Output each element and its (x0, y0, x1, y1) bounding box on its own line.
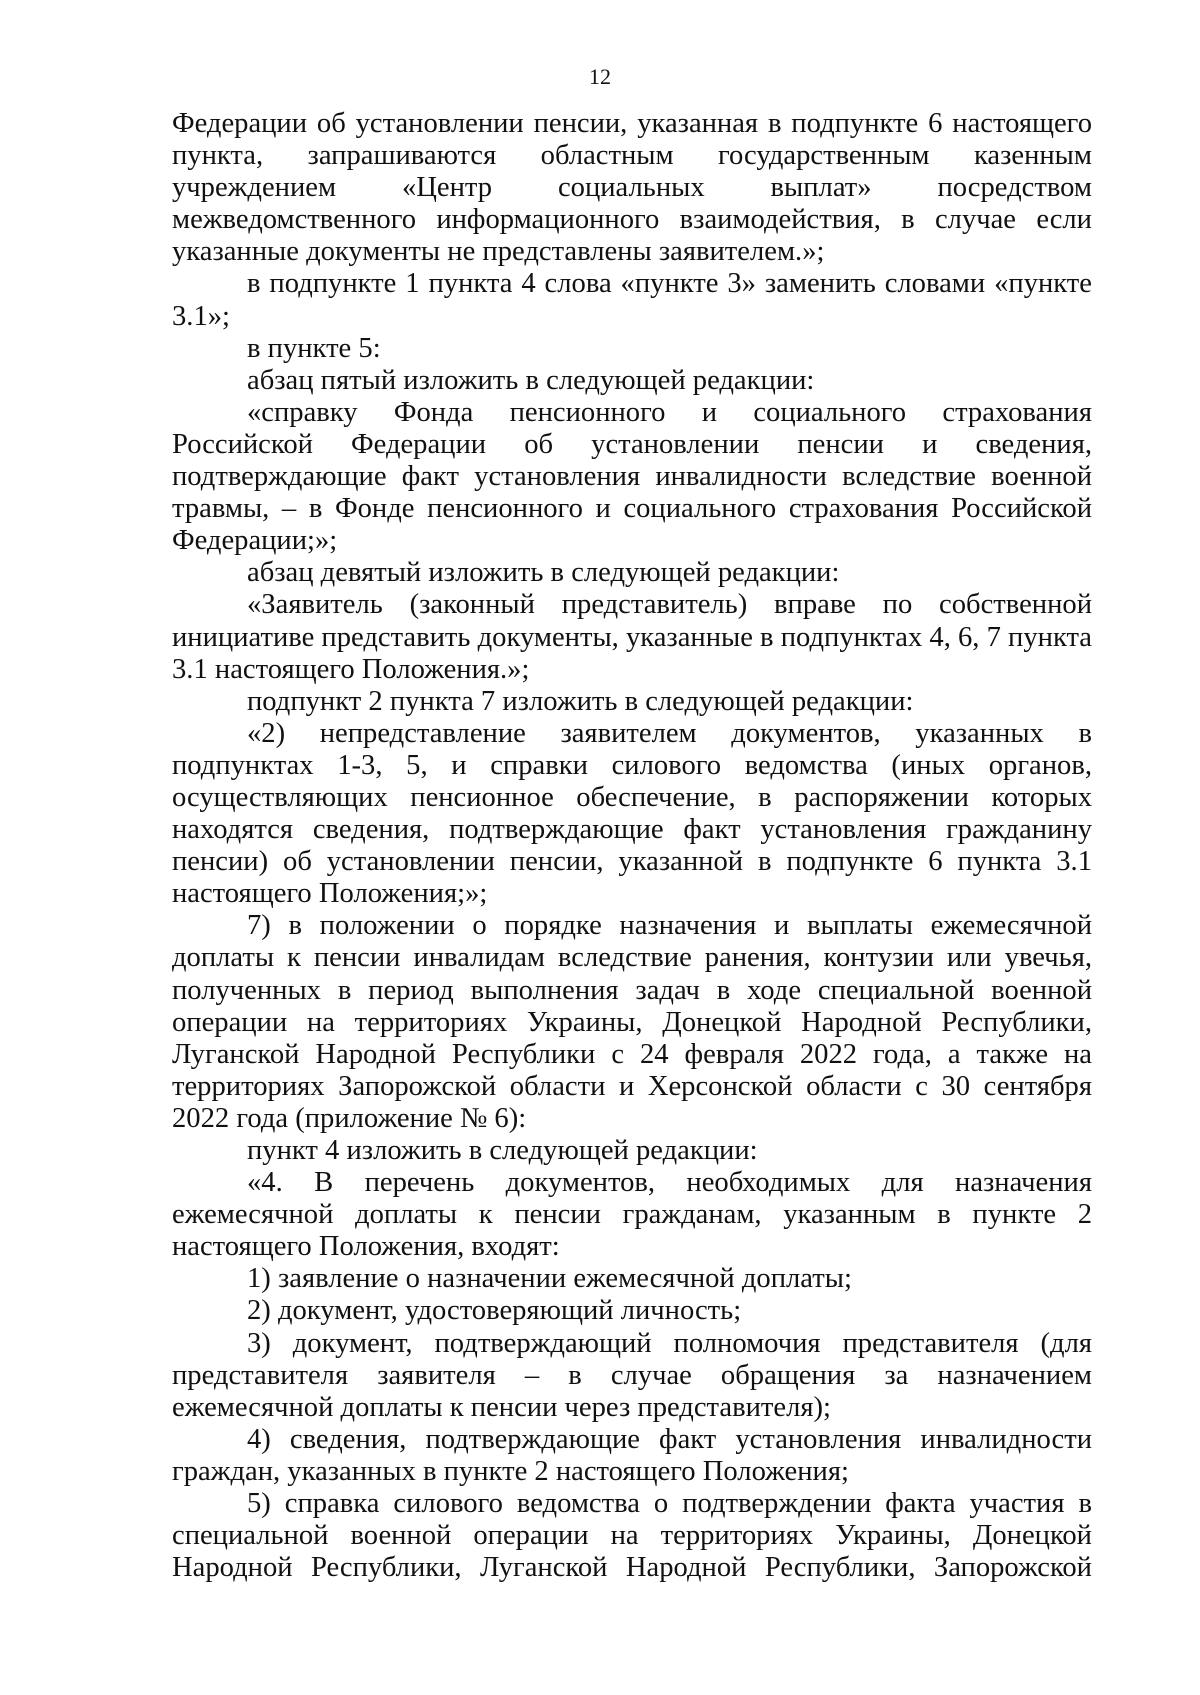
list-item: 3) документ, подтверждающий полномочия представителя (для представителя заявителя – в случае обращения за назначением ежемесячной доплаты к пенсии через представителя); (172, 1327, 1092, 1423)
paragraph: «справку Фонда пенсионного и социального страхования Российской Федерации об установлении пенсии и сведения, подтверждающие факт установления инвалидности вследствие военной травмы, – в Фонде пенсионного и социального страхования Российской Федерации;»; (172, 396, 1092, 557)
paragraph: абзац пятый изложить в следующей редакции: (247, 364, 815, 396)
paragraph: пункт 4 изложить в следующей редакции: (247, 1135, 758, 1166)
paragraph: «2) непредставление заявителем документов, указанных в подпунктах 1-3, 5, и справки силового ведомства (иных органов, осуществляющих пенсионное обеспечение, в распоряжении которых находятся сведения, подтверждающие факт установления гражданину пенсии) об установлении пенсии, указанной в подпункте 6 пункта 3.1 настоящего Положения;»; (172, 717, 1092, 910)
paragraph: «4. В перечень документов, необходимых для назначения ежемесячной доплаты к пенсии гражданам, указанным в пункте 2 настоящего Положения, входят: (172, 1167, 1092, 1263)
paragraph: 7) в положении о порядке назначения и выплаты ежемесячной доплаты к пенсии инвалидам вследствие ранения, контузии или увечья, полученных в период выполнения задач в ходе специальной военной операции на территориях Украины, Донецкой Народной Республики, Луганской Народной Республики с 24 февраля 2022 года, а также на территориях Запорожской области и Херсонской области с 30 сентября 2022 года (приложение № 6): (172, 910, 1092, 1134)
paragraph: «Заявитель (законный представитель) вправе по собственной инициативе представить документы, указанные в подпунктах 4, 6, 7 пункта 3.1 настоящего Положения.»; (172, 589, 1092, 685)
list-item: 4) сведения, подтверждающие факт установления инвалидности граждан, указанных в пункте 2 настоящего Положения; (172, 1423, 1092, 1487)
paragraph: абзац девятый изложить в следующей редакции: (247, 557, 840, 589)
list-item: 5) справка силового ведомства о подтверждении факта участия в специальной военной операции на территориях Украины, Донецкой Народной Республики, Луганской Народной Республики, Запорожской (172, 1488, 1092, 1584)
page-number: 12 (589, 64, 611, 89)
list-item: 2) документ, удостоверяющий личность; (247, 1295, 742, 1327)
paragraph: в подпункте 1 пункта 4 слова «пункте 3» заменить словами «пункте 3.1»; (172, 268, 1092, 332)
list-item: 1) заявление о назначении ежемесячной доплаты; (247, 1263, 852, 1295)
paragraph: подпункт 2 пункта 7 изложить в следующей редакции: (247, 685, 914, 717)
paragraph: в пункте 5: (247, 332, 381, 364)
paragraph: Федерации об установлении пенсии, указанная в подпункте 6 настоящего пункта, запрашиваются областным государственным казенным учреждением «Центр социальных выплат» посредством межведомственного информационного взаимодействия, в случае если указанные документы не представлены заявителем.»; (172, 108, 1092, 268)
document-body (172, 108, 1092, 1584)
